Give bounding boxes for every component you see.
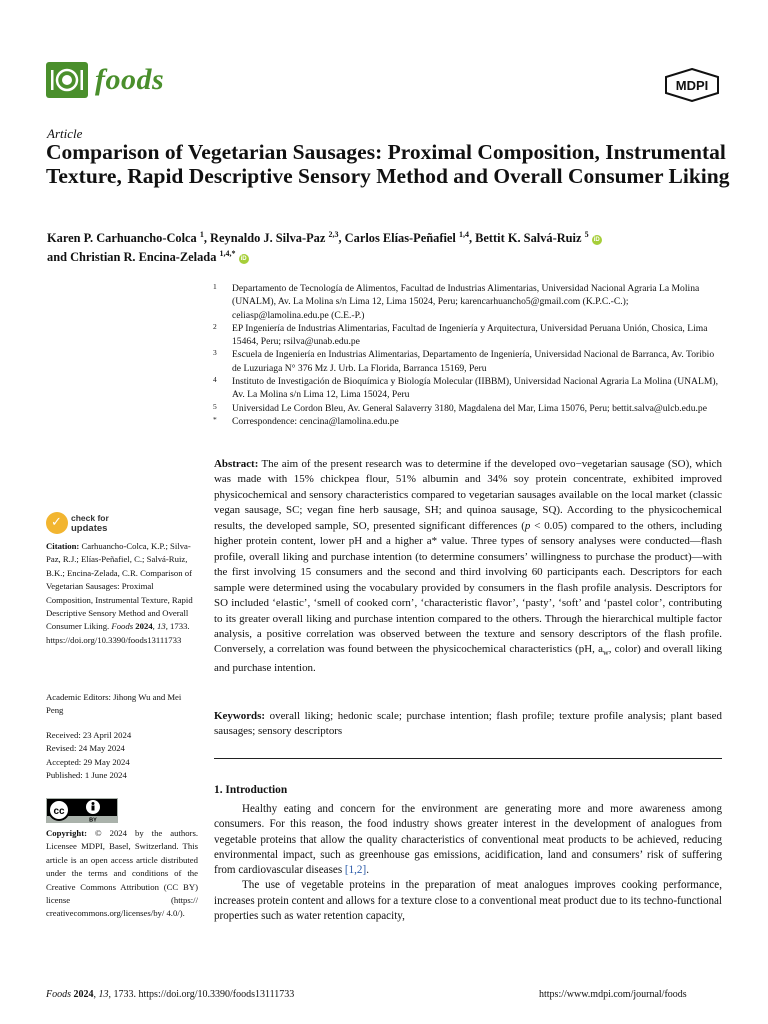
publication-dates (46, 729, 198, 783)
affiliation-item (213, 415, 723, 428)
citation-link[interactable]: [1,2] (344, 864, 367, 877)
section-divider (214, 758, 722, 759)
publisher-label: MDPI (675, 78, 709, 93)
author-sup: 1,4 (458, 230, 469, 239)
affiliation-text: Correspondence: cencina@lamolina.edu.pe (232, 415, 399, 427)
footer-citation: Foods 2024, 13, 1733. https://doi.org/10.3390/foods13111733 (46, 989, 295, 1000)
svg-text:cc: cc (53, 806, 65, 817)
affiliation-num: * (213, 414, 217, 424)
author-sup: 2,3 (328, 230, 339, 239)
author-name[interactable]: Christian R. Encina-Zelada (70, 250, 217, 265)
affiliation-num: 3 (213, 348, 217, 358)
paragraph (214, 802, 722, 878)
paragraph-text: . (366, 864, 369, 877)
affiliation-item (213, 282, 723, 322)
foods-logo-icon (46, 62, 88, 98)
received-date: Received: 23 April 2024 (46, 730, 132, 740)
revised-date: Revised: 24 May 2024 (46, 743, 125, 754)
copyright-label: Copyright: (46, 828, 88, 838)
keywords-label: Keywords: (214, 710, 266, 722)
check-for-updates-button[interactable] (46, 512, 126, 536)
orcid-icon[interactable]: iD (593, 237, 600, 244)
affiliation-text: Universidad Le Cordon Bleu, Av. General Salaverry 3180, Magdalena del Mar, Lima 15076, Peru; bettit.salva@ulcb.edu.pe (232, 402, 707, 414)
accepted-date: Accepted: 29 May 2024 (46, 756, 130, 767)
citation-doi[interactable]: , 1733. https://doi.org/10.3390/foods13111733 (46, 621, 190, 645)
abstract-text: The aim of the present research was to determine if the developed ovo−vegetarian sausage (SO), which was made with 15% chickpea flour, 51% albumin and 34% soy protein concentrate, exhibited improved physicochemical and sensory characteristics compared to vegetarian sausages available on the local market (classic vegan sausage, SC; vegan fine herb sausage, SH; and quinoa sausage, SQ). According to the physicochemical results, the developed sample, SO, presented significant differences ( (214, 458, 722, 532)
affiliation-num: 2 (213, 321, 217, 331)
aw-subscript: w (602, 648, 609, 658)
abstract (214, 457, 722, 677)
abstract-text: < 0.05) compared to the others, including higher protein content, lower pH and a higher a* value. Three types of sensory analyses were conducted—flash profile, overall liking and purchase intention (to determine consumers’ willingness to purchase the product)—with the first involving 15 consumers and the second and third involving 60 participants each. Descriptors for each sample were determined using the vocabulary provided by consumers in the flash profile analysis. Descriptors for SO included ‘elastic’, ‘smell of cooked corn’, ‘characteristic flavor’, ‘pasty’, ‘soft’ and ‘pastel color’, contributing to its greater overall liking and purchase intention compared to the others. Through the hierarchical multiple factor analysis, a positive correlation was observed between the texture and sensory descriptors of the flash profile. Conversely, a correlation was found between the physicochemical characteristics (pH, a (214, 519, 722, 656)
author-name[interactable]: Karen P. Carhuancho-Colca (47, 231, 197, 246)
paragraph-text: Healthy eating and concern for the environment are generating more and more awareness among consumers. For this reason, the food industry shows greater interest in the development of analogues from vegetable proteins that allow the quality characteristics of conventional meat products to be achieved, reducing environmental impact, such as greenhouse gas emissions, acidification, land and consumers’ risk of suffering from cardiovascular diseases (214, 803, 722, 877)
affiliation-text: EP Ingeniería de Industrias Alimentarias, Facultad de Ingeniería y Arquitectura, Universidad Peruana Unión, Chosica, Lima 15464, Peru; rsilva@unab.edu.pe (232, 322, 708, 348)
copyright-text: © 2024 by the authors. Licensee MDPI, Basel, Switzerland. This article is an open access article distributed under the terms and conditions of the Creative Commons Attribution (CC BY) license (https:// creativecommons.org/licenses/by/ 4.0/). (46, 828, 199, 919)
citation-block: Citation: Carhuancho-Colca, K.P.; Silva-Paz, R.J.; Elías-Peñafiel, C.; Salvá-Ruiz, B.K.; Encina-Zelada, C.R. Comparison of Vegetarian Sausages: Proximal Composition, Instrumental Texture, Rapid Descriptive Sensory Method and Overall Consumer Liking. Foods 2024, 13, 1733. https://doi.org/10.3390/foods13111733 (46, 541, 193, 645)
citation-text: Carhuancho-Colca, K.P.; Silva-Paz, R.J.; Elías-Peñafiel, C.; Salvá-Ruiz, B.K.; Encina-Zelada, C.R. Comparison of Vegetarian Sausages: Proximal Composition, Instrumental Texture, Rapid Descriptive Sensory Method and Overall Consumer Liking. (46, 541, 193, 632)
academic-editors: Academic Editors: Jihong Wu and Mei Peng (46, 692, 182, 716)
affiliation-text: Escuela de Ingeniería en Industrias Alimentarias, Departamento de Ingeniería, Universidad Nacional de Barranca, Av. Toribio de Luzuriaga N° 376 Mz J. Urb. La Florida, Barranca 15169, Peru (232, 349, 715, 374)
author-list: Karen P. Carhuancho-Colca $^1$, Reynaldo J. Silva-Paz $^{2,3}$, Carlos Elías-Peñafiel $^{1,4}$, Bettit K. Salvá-Ruiz $^5$ iD and Christian R. Encina-Zelada $^{1,4,*}$ iD (47, 230, 600, 265)
affiliation-num: 5 (213, 401, 217, 411)
footer-journal-url[interactable]: https://www.mdpi.com/journal/foods (539, 989, 687, 1000)
author-sup: 1 (199, 230, 204, 239)
keywords-text: overall liking; hedonic scale; purchase intention; flash profile; texture profile analysis; plant based sausages; sensory descriptors (214, 710, 723, 738)
affiliation-item (213, 375, 723, 402)
orcid-icon[interactable]: iD (240, 256, 247, 263)
author-sup: 5 (584, 230, 589, 239)
citation-journal: Foods (111, 621, 134, 632)
journal-name: foods (95, 63, 165, 96)
p-symbol: p (524, 519, 531, 532)
copyright-block (46, 827, 198, 921)
introduction-body (214, 802, 722, 924)
citation-year: 2024 (135, 621, 153, 632)
affiliations (213, 282, 723, 428)
paragraph (214, 878, 722, 924)
paper-title: Comparison of Vegetarian Sausages: Proximal Composition, Instrumental Texture, Rapid Descriptive Sensory Method and Overall Consumer Liking (46, 140, 730, 188)
paragraph-text: The use of vegetable proteins in the preparation of meat analogues improves cooking performance, increases protein content and allows for a texture close to a conventional meat product due to its techno-functional properties such as water retention capacity, (214, 879, 722, 923)
author-name[interactable]: Bettit K. Salvá-Ruiz (475, 231, 582, 246)
affiliation-text: Instituto de Investigación de Bioquímica y Biología Molecular (IIBBM), Universidad Nacional Agraria La Molina (UNALM), Av. La Molina s/n Lima 12, Lima 15024, Peru (232, 376, 718, 401)
citation-volume: 13 (157, 621, 166, 632)
footer-volume: 13 (98, 989, 109, 1000)
citation-label: Citation: (46, 541, 80, 551)
article-type: Article (47, 126, 83, 141)
cc-by-license-icon[interactable] (46, 798, 118, 823)
check-updates-icon: ✓ (46, 512, 68, 534)
author-name[interactable]: Carlos Elías-Peñafiel (344, 231, 456, 246)
author-conj: and (47, 250, 67, 265)
affiliation-item (213, 348, 723, 375)
published-date: Published: 1 June 2024 (46, 770, 127, 781)
cc-label: BY (89, 817, 97, 823)
affiliation-num: 1 (213, 282, 217, 291)
keywords (214, 709, 722, 740)
footer-year: 2024 (73, 989, 94, 1000)
check-updates-label: check for (71, 513, 109, 523)
affiliation-item (213, 402, 723, 415)
footer-journal: Foods (46, 989, 71, 1000)
section-heading: 1. Introduction (214, 784, 288, 796)
author-sup: 1,4,* (219, 249, 236, 259)
abstract-text: , color) and overall liking and purchase intention. (214, 643, 723, 675)
author-name[interactable]: Reynaldo J. Silva-Paz (210, 231, 326, 246)
affiliation-num: 4 (213, 375, 217, 385)
mdpi-logo (664, 68, 720, 102)
affiliation-item (213, 322, 723, 349)
affiliation-text: Departamento de Tecnología de Alimentos, Facultad de Industrias Alimentarias, Universidad Nacional Agraria La Molina (UNALM), Av. La Molina s/n Lima 12, Lima 15024, Peru; karencarhuancho5@gmail.com (K.P.C.-C.); celiasp@lamolina.edu.pe (C.E.-P.) (232, 283, 700, 321)
check-updates-label: updates (71, 523, 108, 534)
footer-doi[interactable]: , 1733. https://doi.org/10.3390/foods13111733 (108, 989, 295, 1000)
abstract-label: Abstract: (214, 458, 259, 470)
